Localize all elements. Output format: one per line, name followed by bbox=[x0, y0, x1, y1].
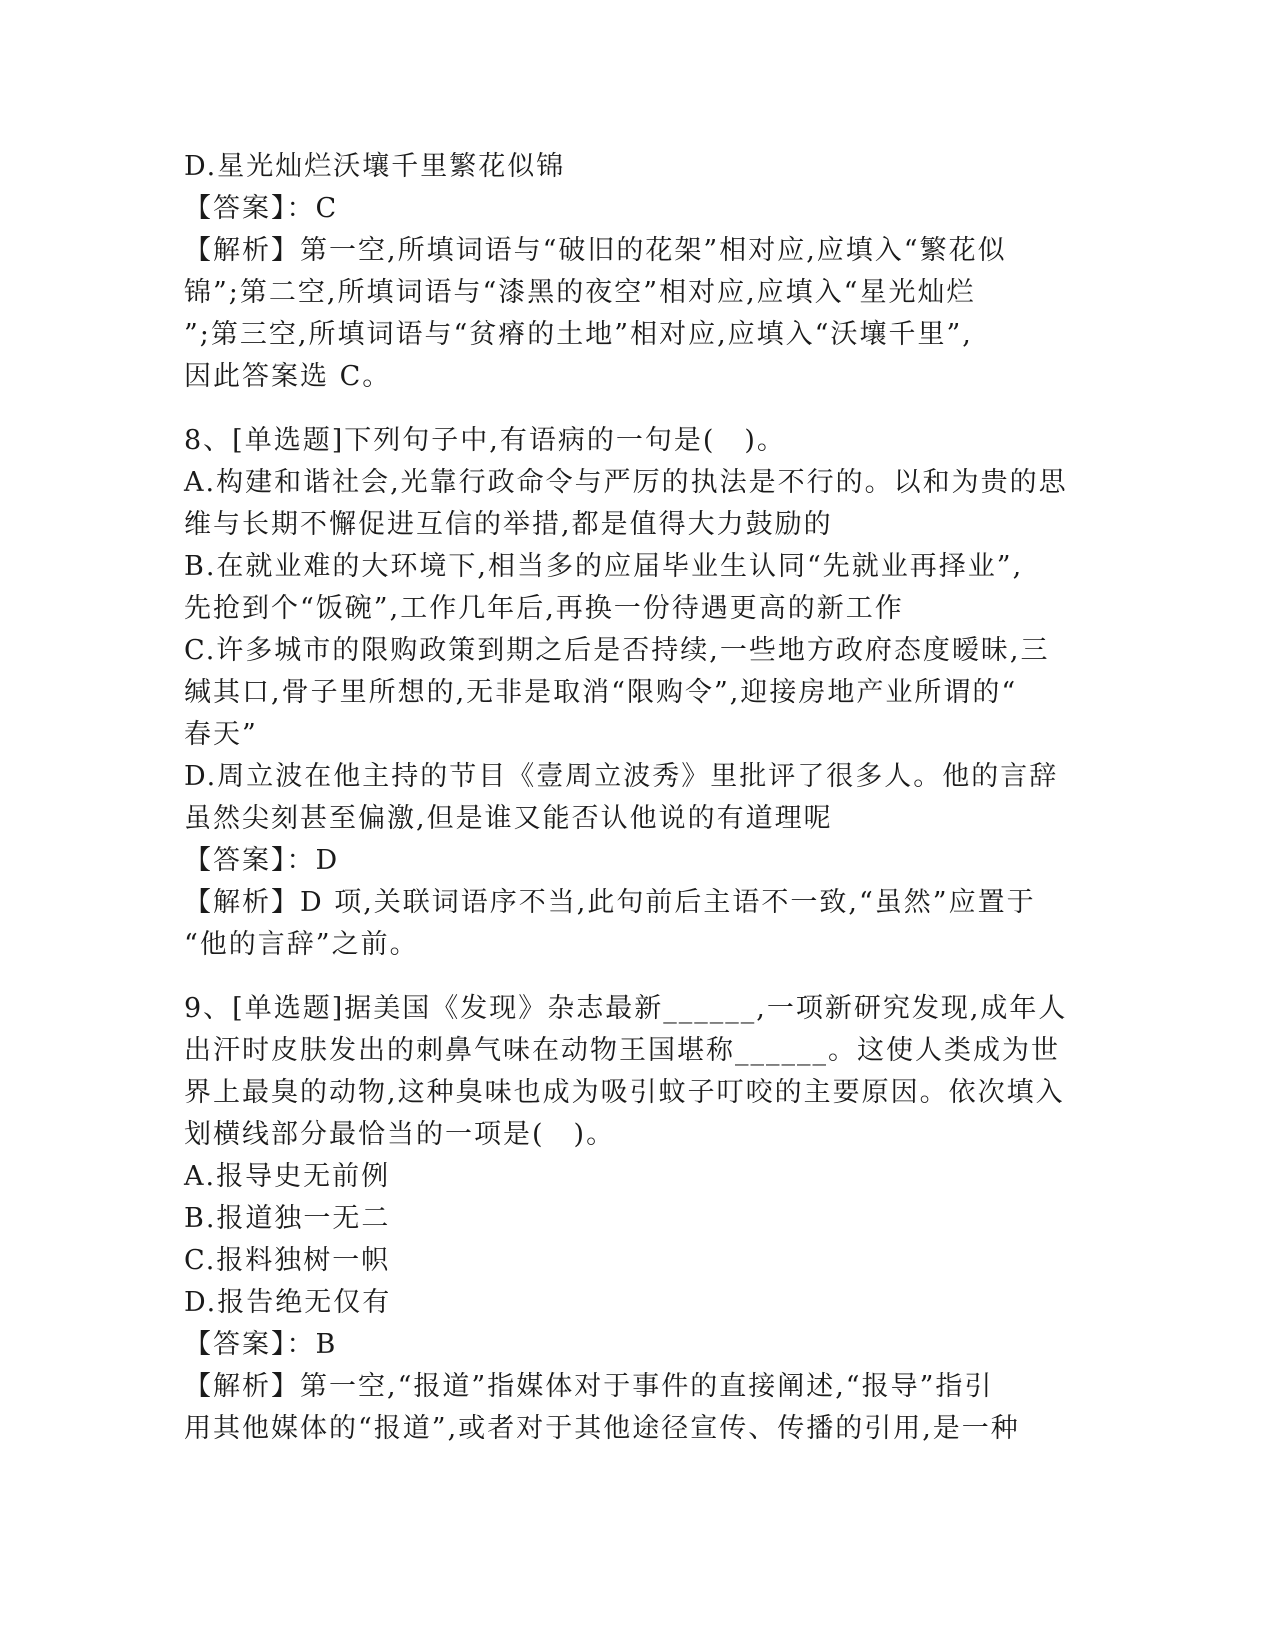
section-gap bbox=[184, 966, 1084, 988]
q7-analysis-line-4: 因此答案选 C。 bbox=[184, 361, 392, 392]
q9-analysis-line-1: 【解析】第一空,“报道”指媒体对于事件的直接阐述,“报导”指引 bbox=[184, 1371, 994, 1402]
q8-option-c-line-3: 春天” bbox=[184, 719, 258, 750]
q9-stem-line-1: 9、[单选题]据美国《发现》杂志最新______,一项新研究发现,成年人 bbox=[184, 993, 1068, 1024]
q8-option-c-line-1: C.许多城市的限购政策到期之后是否持续,一些地方政府态度暧昧,三 bbox=[184, 635, 1050, 666]
q8-answer: 【答案】：D bbox=[184, 845, 340, 876]
q8-option-d-line-1: D.周立波在他主持的节目《壹周立波秀》里批评了很多人。他的言辞 bbox=[184, 761, 1059, 792]
q8-option-b-line-2: 先抢到个“饭碗”,工作几年后,再换一份待遇更高的新工作 bbox=[184, 593, 904, 624]
q7-analysis-line-1: 【解析】第一空,所填词语与“破旧的花架”相对应,应填入“繁花似 bbox=[184, 235, 1007, 266]
q7-analysis-line-2: 锦”;第二空,所填词语与“漆黑的夜空”相对应,应填入“星光灿烂 bbox=[184, 277, 976, 308]
q8-analysis-line-2: “他的言辞”之前。 bbox=[184, 929, 419, 960]
q9-answer: 【答案】：B bbox=[184, 1329, 338, 1360]
q8-option-c-line-2: 缄其口,骨子里所想的,无非是取消“限购令”,迎接房地产业所谓的“ bbox=[184, 677, 1018, 708]
q9-stem-line-4: 划横线部分最恰当的一项是( )。 bbox=[184, 1119, 616, 1150]
q8-option-a-line-2: 维与长期不懈促进互信的举措,都是值得大力鼓励的 bbox=[184, 509, 833, 540]
section-gap bbox=[184, 398, 1084, 420]
q8-option-b-line-1: B.在就业难的大环境下,相当多的应届毕业生认同“先就业再择业”, bbox=[184, 551, 1024, 582]
q8-stem: 8、[单选题]下列句子中,有语病的一句是( )。 bbox=[184, 425, 786, 456]
q8-analysis-line-1: 【解析】D 项,关联词语序不当,此句前后主语不一致,“虽然”应置于 bbox=[184, 887, 1036, 918]
q9-option-d: D.报告绝无仅有 bbox=[184, 1287, 392, 1318]
q9-stem-line-3: 界上最臭的动物,这种臭味也成为吸引蚊子叮咬的主要原因。依次填入 bbox=[184, 1077, 1065, 1108]
q8-option-d-line-2: 虽然尖刻甚至偏激,但是谁又能否认他说的有道理呢 bbox=[184, 803, 833, 834]
document-page bbox=[184, 146, 1084, 1450]
q9-option-b: B.报道独一无二 bbox=[184, 1203, 391, 1234]
q9-option-a: A.报导史无前例 bbox=[184, 1161, 391, 1192]
q8-option-a-line-1: A.构建和谐社会,光靠行政命令与严厉的执法是不行的。以和为贵的思 bbox=[184, 467, 1068, 498]
q9-stem-line-2: 出汗时皮肤发出的刺鼻气味在动物王国堪称______。这使人类成为世 bbox=[184, 1035, 1060, 1066]
q9-analysis-line-2: 用其他媒体的“报道”,或者对于其他途径宣传、传播的引用,是一种 bbox=[184, 1413, 1020, 1444]
q7-answer: 【答案】：C bbox=[184, 193, 339, 224]
q7-analysis-line-3: ”;第三空,所填词语与“贫瘠的土地”相对应,应填入“沃壤千里”, bbox=[184, 319, 973, 350]
q9-option-c: C.报料独树一帜 bbox=[184, 1245, 391, 1276]
q7-option-d: D.星光灿烂沃壤千里繁花似锦 bbox=[184, 151, 566, 182]
